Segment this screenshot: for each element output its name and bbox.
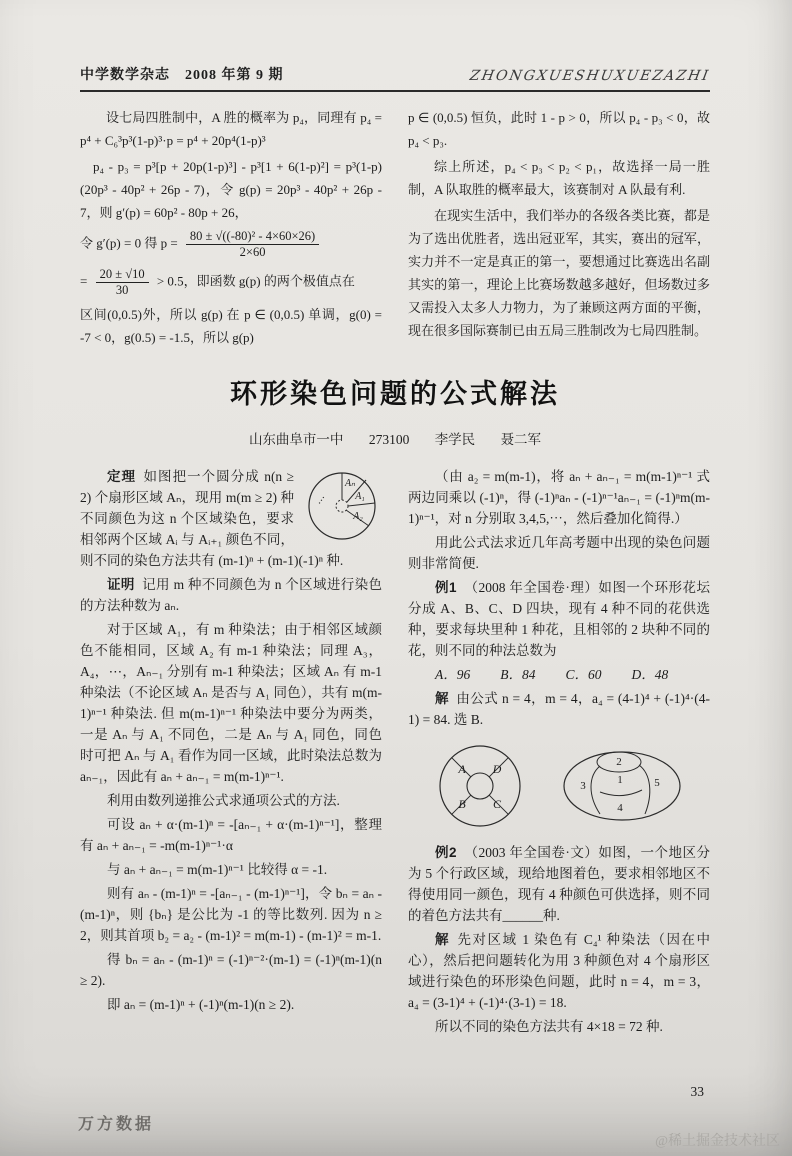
example2-text: （2003 年全国卷·文）如图，一个地区分为 5 个行政区域，现给地图着色，要求相邻地区不得使用同一颜色，现有 4 种颜色可供选择，则不同的着色方法共有______种. <box>408 845 711 923</box>
formula-paragraph: 即 aₙ = (m-1)ⁿ + (-1)ⁿ(m-1)(n ≥ 2). <box>107 997 295 1012</box>
article-body <box>80 466 710 1040</box>
example1-label: 例1 <box>435 580 457 595</box>
region-label-4: 4 <box>617 802 623 814</box>
theorem-circle-figure <box>302 468 382 544</box>
site-watermark: @稀土掘金技术社区 <box>655 1134 780 1149</box>
solution1-paragraph <box>408 688 710 730</box>
solution2-text: 先对区域 1 染色有 C₄¹ 种染法（因在中心），然后把问题转化为用 3 种颜色对 4 个扇形区域进行染色的环形染色问题，此时 n = 4，m = 3，a₄ = (3-1)⁴ + (-1)⁴·(3-1) = 18. <box>408 932 711 1010</box>
theorem-text: 如图把一个圆分成 n(n ≥ 2) 个扇形区域 Aₙ，现用 m(m ≥ 2) 种不同颜色为这 n 个区域染色，要求相邻两个区域 Aᵢ 与 Aᵢ₊₁ 颜色不同，则不同的染色方法共有 (m-1)ⁿ + (m-1)(-1)ⁿ 种. <box>80 469 344 568</box>
journal-name: 中学数学杂志 2008 年第 9 期 <box>80 68 284 83</box>
header-rule <box>80 90 710 92</box>
theorem-paragraph <box>80 466 382 571</box>
example-figures <box>408 738 710 834</box>
fraction-numerator: 20 ± √10 <box>96 267 149 283</box>
sector-label-a2: A₂ <box>353 511 363 522</box>
region-label-2: 2 <box>616 756 622 768</box>
formula-paragraph: 得 bₙ = aₙ - (m-1)ⁿ = (-1)ⁿ⁻²·(m-1) = (-1)ⁿ(m-1)(n ≥ 2). <box>80 952 382 988</box>
theorem-label: 定理 <box>107 469 137 484</box>
journal-name-script: ZHONGXUESHUXUEZAZHI <box>468 68 712 84</box>
proof-paragraph <box>80 574 382 616</box>
region-label-d: D <box>492 762 502 776</box>
sector-label-a1: A₁ <box>355 491 365 502</box>
fraction-denominator: 30 <box>115 283 129 297</box>
body-right-column <box>408 466 710 1040</box>
formula-paragraph: 可设 aₙ + α·(m-1)ⁿ = -[aₙ₋₁ + α·(m-1)ⁿ⁻¹]，整理有 aₙ + aₙ₋₁ = -m(m-1)ⁿ⁻¹·α <box>80 817 382 853</box>
wanfang-data-stamp: 万方数据 <box>78 1116 155 1133</box>
region-label-c: C <box>492 797 502 811</box>
paragraph: 利用由数列递推公式求通项公式的方法. <box>107 793 340 808</box>
formula-text: > 0.5，即函数 g(p) 的两个极值点在 <box>156 273 355 289</box>
region-label-1: 1 <box>617 774 623 786</box>
article-title: 环形染色问题的公式解法 <box>230 379 560 409</box>
fraction <box>96 267 149 298</box>
paragraph: 用此公式法求近几年高考题中出现的染色问题则非常简便. <box>408 535 710 571</box>
solution1-text: 由公式 n = 4，m = 4，a₄ = (4-1)⁴ + (-1)⁴·(4-1) = 84. 选 B. <box>408 691 710 727</box>
fraction-numerator: 80 ± √((-80)² - 4×60×26) <box>186 229 319 245</box>
paragraph: 在现实生活中，我们举办的各级各类比赛，都是为了选出优胜者，选出冠亚军，其实，赛出的冠军，实力并不一定是真正的第一，要想通过比赛选出名副其实的第一，理论上比赛场数越多越好，但场数过多又需投入太多人力物力，为了兼顾这两方面的平衡，现在很多国际赛制已由五局三胜制改为七局四胜制。 <box>408 208 710 338</box>
fraction-denominator: 2×60 <box>239 245 266 259</box>
fraction <box>186 229 319 260</box>
proof-label: 证明 <box>107 577 135 592</box>
region-label-3: 3 <box>580 780 586 792</box>
formula-line <box>80 265 382 300</box>
page-number: 33 <box>690 1084 704 1099</box>
proof-text: 记用 m 种不同颜色为 n 个区域进行染色的方法种数为 aₙ. <box>80 577 382 613</box>
solution2-label: 解 <box>435 932 451 947</box>
example1-text: （2008 年全国卷·理）如图一个环形花坛分成 A、B、C、D 四块，现有 4 种不同的花供选种，要求每块里种 1 种花，且相邻的 2 块种不同的花，则不同的种法总数为 <box>408 580 711 658</box>
option-b: B．84 <box>500 667 536 682</box>
author: 李学民 <box>434 432 476 447</box>
region-label-a: A <box>458 762 466 776</box>
region-label-b: B <box>458 797 466 811</box>
paragraph: p ∈ (0,0.5) 恒负，此时 1 - p > 0，所以 p₄ - p₃ < 0，故 p₄ < p₃. <box>408 110 710 148</box>
solution2-paragraph <box>408 929 710 1013</box>
option-d: D．48 <box>631 667 669 682</box>
formula-paragraph: 与 aₙ + aₙ₋₁ = m(m-1)ⁿ⁻¹ 比较得 α = -1. <box>107 862 328 877</box>
formula-text: 令 g′(p) = 0 得 p = <box>80 235 178 251</box>
formula-line <box>80 227 382 262</box>
author-line <box>80 428 710 448</box>
affiliation: 山东曲阜市一中 <box>248 432 344 447</box>
ellipsis-dots: ⋯ <box>314 493 330 508</box>
solution1-label: 解 <box>435 691 449 706</box>
paragraph: 综上所述，p₄ < p₃ < p₂ < p₁，故选择一局一胜制，A 队取胜的概率最大，该赛制对 A 队最有利. <box>408 159 710 197</box>
choice-options <box>408 664 710 685</box>
formula-paragraph: p₄ - p₃ = p³[p + 20p(1-p)³] - p³[1 + 6(1-p)²] = p³(1-p)(20p³ - 40p² + 26p - 7)，令 g(p) = 20p³ - 40p² + 26p - 7，则 g′(p) = 60p² - 80p + 26， <box>80 159 382 220</box>
paragraph: 区间(0,0.5)外，所以 g(p) 在 p ∈ (0,0.5) 单调，g(0) = -7 < 0，g(0.5) = -1.5，所以 g(p) <box>80 307 382 345</box>
map-five-regions-figure <box>556 744 688 828</box>
option-c: C．60 <box>565 667 602 682</box>
body-left-column <box>80 466 382 1040</box>
ring-four-regions-figure <box>430 738 530 834</box>
formula-paragraph: 则有 aₙ - (m-1)ⁿ = -[aₙ₋₁ - (m-1)ⁿ⁻¹]，令 bₙ = aₙ - (m-1)ⁿ，则 {bₙ} 是公比为 -1 的等比数列. 因为 n ≥ 2，则其首项 b₂ = a₂ - (m-1)² = m(m-1) - (m-1)² = m-1. <box>80 886 382 943</box>
top-left-column <box>80 106 382 352</box>
previous-article-continuation <box>80 106 710 352</box>
example2-paragraph <box>408 842 710 926</box>
region-label-5: 5 <box>654 777 660 789</box>
paragraph: 所以不同的染色方法共有 4×18 = 72 种. <box>435 1019 663 1034</box>
sector-label-an: Aₙ <box>344 478 356 489</box>
paragraph: 设七局四胜制中，A 胜的概率为 p₄，同理有 p₄ = p⁴ + C₆³p³(1-p)³·p = p⁴ + 20p⁴(1-p)³ <box>80 110 382 148</box>
postcode: 273100 <box>368 432 410 447</box>
paragraph: 对于区域 A₁，有 m 种染法；由于相邻区域颜色不能相同，区域 A₂ 有 m-1 种染法；同理 A₃，A₄，⋯，Aₙ₋₁ 分别有 m-1 种染法；区域 Aₙ 有 m-1 种染法（不论区域 Aₙ 是否与 A₁ 同色），共有 m(m-1)ⁿ⁻¹ 种染法. 但 m(m-1)ⁿ⁻¹ 种染法中要分为两类，一是 Aₙ 与 A₁ 不同色，二是 Aₙ 与 A₁ 同色，同色时可把 Aₙ 与 A₁ 看作为同一区域，此时染法总数为 aₙ₋₁，因此有 aₙ + aₙ₋₁ = m(m-1)ⁿ⁻¹. <box>80 622 382 784</box>
author: 聂二军 <box>500 432 542 447</box>
formula-text: = <box>80 273 88 289</box>
example2-label: 例2 <box>435 845 457 860</box>
top-right-column <box>408 106 710 352</box>
example1-paragraph <box>408 577 710 661</box>
page-header <box>80 64 710 84</box>
paragraph: （由 a₂ = m(m-1)，将 aₙ + aₙ₋₁ = m(m-1)ⁿ⁻¹ 式两边同乘以 (-1)ⁿ，得 (-1)ⁿaₙ - (-1)ⁿ⁻¹aₙ₋₁ = (-1)ⁿm(m-1)ⁿ⁻¹，对 n 分别取 3,4,5,⋯，然后叠加化简得.） <box>408 469 710 526</box>
option-a: A．96 <box>435 667 471 682</box>
